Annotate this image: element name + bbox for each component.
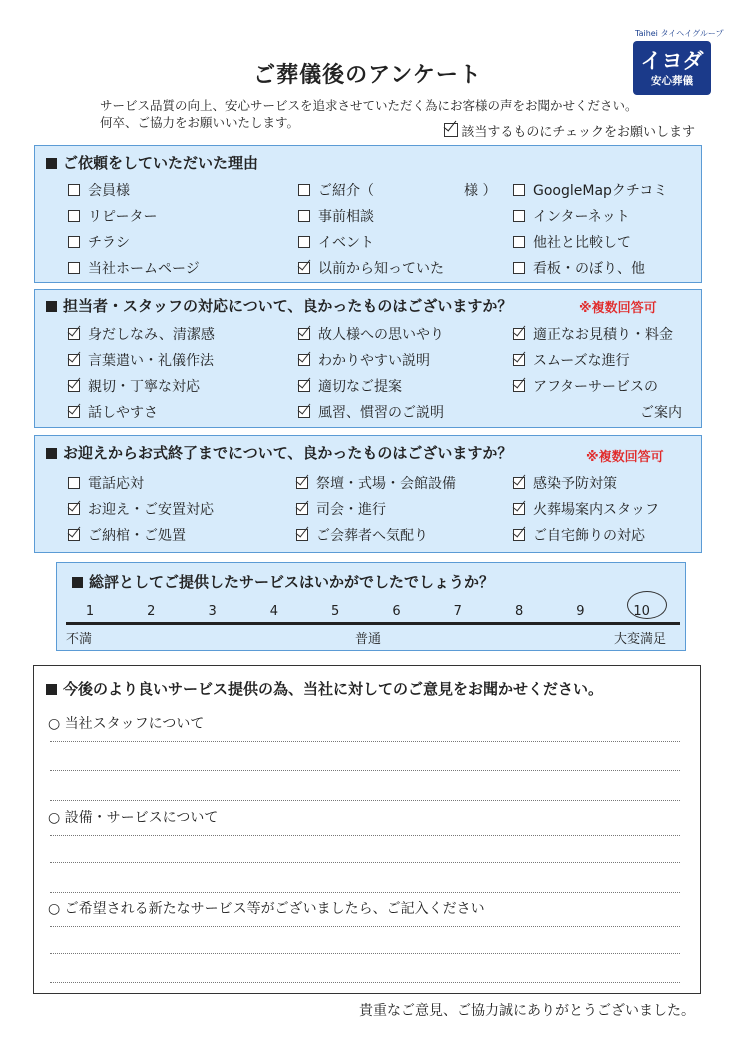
checkbox-label: 以前から知っていた (318, 261, 444, 277)
checkbox-item[interactable] (68, 258, 200, 278)
checkbox-label: 事前相談 (318, 209, 374, 225)
checkbox-item[interactable] (513, 232, 631, 252)
answer-line[interactable] (50, 741, 680, 742)
checkbox-item[interactable] (513, 350, 630, 370)
checkbox[interactable] (68, 503, 80, 515)
checkbox[interactable] (513, 354, 525, 366)
checkbox-label: 言葉遣い・礼儀作法 (88, 353, 214, 369)
checkbox-label: 当社ホームページ (88, 261, 200, 277)
rating-option[interactable]: 2 (147, 604, 156, 619)
checkbox-label: 看板・のぼり、他 (533, 261, 645, 277)
staff-title: 担当者・スタッフの対応について、良かったものはございますか？ (46, 295, 512, 316)
checkbox-label: 話しやすさ (88, 405, 158, 421)
service-title: お迎えからお式終了までについて、良かったものはございますか？ (46, 442, 512, 463)
multiple-answers-note: ※複数回答可 (579, 301, 657, 316)
answer-line[interactable] (50, 800, 680, 801)
rating-option[interactable]: 10 (633, 604, 650, 619)
checkbox-item[interactable] (513, 499, 659, 519)
square-bullet-icon (46, 684, 57, 695)
intro-line-1: サービス品質の向上、安心サービスを追求させていただく為にお客様の声をお聞かせください。 (100, 98, 638, 113)
checkbox[interactable] (68, 262, 80, 274)
checkbox-label: お迎え・ご安置対応 (88, 502, 214, 518)
rating-option[interactable]: 4 (269, 604, 279, 619)
checkbox[interactable] (68, 406, 80, 418)
checkbox[interactable] (68, 210, 80, 222)
checkbox[interactable] (296, 477, 308, 489)
checkbox-label: GoogleMapクチコミ (533, 183, 668, 199)
checkbox-label: 適切なご提案 (318, 379, 402, 395)
checkmark-icon (444, 123, 458, 137)
rating-label-high: 大変満足 (614, 632, 667, 647)
checkbox-item[interactable] (513, 206, 630, 226)
checkbox[interactable] (513, 503, 525, 515)
rating-option[interactable]: 3 (208, 604, 217, 619)
checkbox[interactable] (68, 529, 80, 541)
opinion-q-new-service: ○ ご希望される新たなサービス等がございましたら、ご記入ください (48, 901, 485, 917)
answer-line[interactable] (50, 835, 680, 836)
checkbox-label: 祭壇・式場・会館設備 (316, 476, 456, 492)
square-bullet-icon (46, 448, 57, 459)
checkbox[interactable] (298, 210, 310, 222)
checkbox[interactable] (513, 477, 525, 489)
checkbox-item[interactable] (298, 180, 496, 200)
checkbox-item[interactable] (68, 180, 130, 200)
checkbox-label: 司会・進行 (316, 502, 386, 518)
checkbox-label: ご会葬者へ気配り (316, 528, 428, 544)
checkbox-item[interactable] (513, 180, 667, 200)
checkbox[interactable] (68, 236, 80, 248)
checkbox-item[interactable] (298, 324, 444, 344)
logo-sub-text: 安心葬儀 (651, 74, 693, 87)
answer-line[interactable] (50, 770, 680, 771)
rating-label-mid: 普通 (355, 632, 382, 647)
logo-main-text: イヨダ (640, 48, 704, 73)
intro-line-2: 何卒、ご協力をお願いいたします。 (100, 115, 300, 130)
page-title: ご葬儀後のアンケート (253, 63, 482, 88)
rating-scale-line (66, 622, 680, 625)
checkbox-item[interactable] (513, 473, 617, 493)
checkbox[interactable] (513, 529, 525, 541)
group-logo-text: Taihei タイヘイグループ (635, 29, 724, 38)
checkbox[interactable] (298, 380, 310, 392)
checkbox[interactable] (513, 328, 525, 340)
checkbox-item[interactable] (296, 499, 386, 519)
checkbox-label: インターネット (533, 209, 630, 225)
checkbox-item[interactable] (68, 350, 214, 370)
checkbox[interactable] (298, 236, 310, 248)
logo-badge (633, 41, 711, 95)
checkbox-item[interactable] (513, 258, 645, 278)
checkbox-label: チラシ (88, 235, 130, 251)
checkbox-item[interactable] (298, 206, 374, 226)
checkbox-label: 電話応対 (88, 476, 144, 492)
opinion-q-staff: ○ 当社スタッフについて (48, 716, 205, 732)
checkbox-item[interactable] (68, 232, 130, 252)
checkbox[interactable] (298, 184, 310, 196)
answer-line[interactable] (50, 953, 680, 954)
checkbox[interactable] (296, 503, 308, 515)
rating-label-low: 不満 (66, 632, 93, 647)
multiple-answers-note: ※複数回答可 (586, 450, 664, 465)
checkbox-item[interactable] (513, 525, 645, 545)
answer-line[interactable] (50, 982, 680, 983)
checkbox-item[interactable] (513, 324, 673, 344)
checkbox-label: 故人様への思いやり (318, 327, 444, 343)
checkbox-label: 適正なお見積り・料金 (533, 327, 673, 343)
checkbox-label: 感染予防対策 (533, 476, 617, 492)
checkbox[interactable] (68, 477, 80, 489)
checkbox[interactable] (298, 262, 310, 274)
checkbox-item[interactable] (298, 350, 430, 370)
opinion-q-facility: ○ 設備・サービスについて (48, 810, 219, 826)
square-bullet-icon (46, 301, 57, 312)
checkbox-item[interactable] (298, 258, 444, 278)
checkbox[interactable] (68, 184, 80, 196)
checkbox-label: 他社と比較して (533, 235, 631, 251)
checkbox-label: スムーズな進行 (533, 353, 630, 369)
circle-bullet-icon: ○ (48, 716, 61, 732)
opinion-title: 今後のより良いサービス提供の為、当社に対してのご意見をお聞かせください。 (46, 678, 603, 699)
answer-line[interactable] (50, 862, 680, 863)
checkbox-label: アフターサービスの (533, 379, 659, 395)
checkbox-item[interactable] (68, 473, 144, 493)
checkbox-item[interactable] (513, 376, 658, 396)
circle-bullet-icon: ○ (48, 810, 61, 826)
selected-rating-circle (627, 591, 667, 619)
checkbox-label: わかりやすい説明 (318, 353, 430, 369)
answer-line[interactable] (50, 892, 680, 893)
rating-option[interactable]: 9 (576, 604, 585, 619)
checkbox-item[interactable] (68, 499, 214, 519)
thanks-message: 貴重なご意見、ご協力誠にありがとうございました。 (359, 1003, 695, 1019)
checkbox[interactable] (513, 236, 525, 248)
rating-option[interactable]: 8 (514, 604, 524, 619)
checkbox-item[interactable] (68, 402, 158, 422)
checkbox-item[interactable] (68, 324, 215, 344)
rating-option[interactable]: 5 (331, 604, 340, 619)
checkbox[interactable] (68, 354, 80, 366)
checkbox[interactable] (68, 328, 80, 340)
checkbox-label: 親切・丁寧な対応 (88, 379, 200, 395)
reasons-title: ご依頼をしていただいた理由 (46, 152, 258, 173)
company-logo (633, 28, 724, 95)
check-instruction: 該当するものにチェックをお願いします (444, 121, 695, 140)
square-bullet-icon (46, 158, 57, 169)
checkbox-label: 火葬場案内スタッフ (533, 502, 659, 518)
square-bullet-icon (72, 577, 83, 588)
checkbox-label: イベント (318, 235, 374, 251)
checkbox[interactable] (296, 529, 308, 541)
checkbox-label: ご自宅飾りの対応 (533, 528, 645, 544)
rating-title: 総評としてご提供したサービスはいかがでしたでしょうか？ (72, 571, 494, 592)
checkbox-item[interactable] (68, 206, 157, 226)
checkbox-label: ご納棺・ご処置 (88, 528, 186, 544)
checkbox[interactable] (68, 380, 80, 392)
answer-line[interactable] (50, 926, 680, 927)
circle-bullet-icon: ○ (48, 901, 61, 917)
checkbox[interactable] (513, 380, 525, 392)
checkbox-label: 会員様 (88, 183, 130, 199)
checkbox-label: 身だしなみ、清潔感 (88, 327, 215, 343)
checkbox-item[interactable] (68, 376, 200, 396)
rating-option[interactable]: 7 (453, 604, 462, 619)
checkbox[interactable] (298, 354, 310, 366)
staff-extra-line: ご案内 (640, 405, 682, 421)
checkbox-label: リピーター (88, 209, 158, 225)
checkbox[interactable] (513, 262, 525, 274)
checkbox-label-suffix: 様 ） (464, 183, 497, 199)
checkbox-item[interactable] (298, 376, 402, 396)
rating-option[interactable]: 6 (392, 604, 401, 619)
checkbox-item[interactable] (298, 232, 374, 252)
checkbox[interactable] (513, 184, 525, 196)
checkbox-item[interactable] (68, 525, 186, 545)
rating-option[interactable]: 1 (85, 604, 95, 619)
checkbox-label: 風習、慣習のご説明 (318, 405, 444, 421)
checkbox[interactable] (513, 210, 525, 222)
checkbox[interactable] (298, 406, 310, 418)
checkbox-label: ご紹介（ (318, 183, 374, 199)
checkbox-item[interactable] (298, 402, 444, 422)
checkbox-item[interactable] (296, 473, 456, 493)
checkbox-item[interactable] (296, 525, 428, 545)
checkbox[interactable] (298, 328, 310, 340)
